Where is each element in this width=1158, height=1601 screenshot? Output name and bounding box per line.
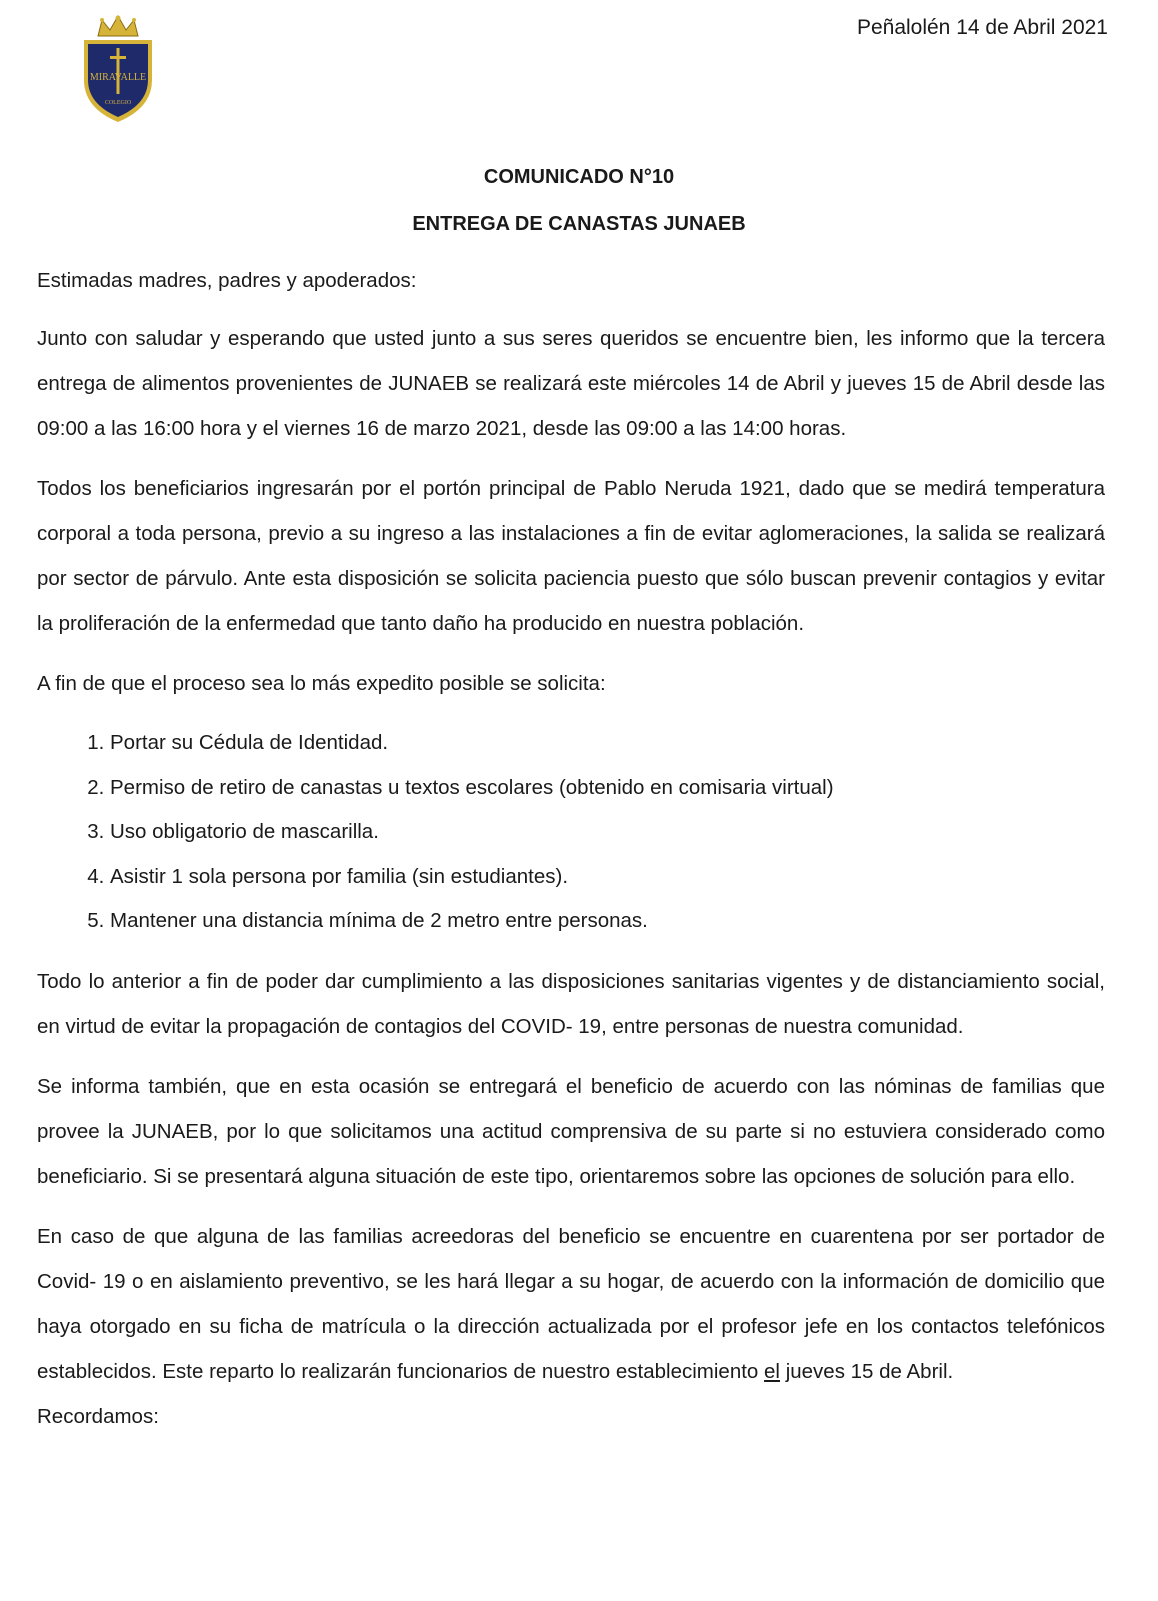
letter-date: Peñalolén 14 de Abril 2021 (856, 16, 1108, 39)
list-item: 2. Permiso de retiro de canastas u textos escolares (obtenido en comisaria virtual) (110, 766, 1105, 811)
requirements-list (37, 721, 1105, 944)
underlined-word: el (764, 1359, 780, 1383)
document-title: COMUNICADO N°10 (483, 166, 675, 188)
list-item: 4. Asistir 1 sola persona por familia (sin estudiantes). (110, 855, 1105, 900)
crest-subtext: COLEGIO (104, 100, 132, 106)
paragraph-quarantine (37, 1214, 1105, 1394)
closing-line: Recordamos: (37, 1404, 159, 1428)
quarantine-text-end: jueves 15 de Abril. (780, 1359, 954, 1383)
list-intro: A fin de que el proceso sea lo más expedito posible se solicita: (37, 672, 606, 695)
letter-body (37, 258, 1105, 1439)
paragraph-delivery-dates: Junto con saludar y esperando que usted junto a sus seres queridos se encuentre bien, les informo que la tercera entrega de alimentos provenientes de JUNAEB se realizará este miércoles 14 de Abril y jueves 15 de Abril desde las 09:00 a las 16:00 hora y el viernes 16 de marzo 2021, desde las 09:00 a las 14:00 horas. (37, 327, 1105, 440)
list-item: 5. Mantener una distancia mínima de 2 metro entre personas. (110, 899, 1105, 944)
paragraph-sanitary: Todo lo anterior a fin de poder dar cumplimiento a las disposiciones sanitarias vigentes y de distanciamiento social, en virtud de evitar la propagación de contagios del COVID- 19, entre personas de nuestra comunidad. (37, 969, 1105, 1038)
greeting: Estimadas madres, padres y apoderados: (37, 269, 417, 292)
school-crest-icon (78, 14, 158, 126)
document-subtitle: ENTREGA DE CANASTAS JUNAEB (412, 213, 746, 235)
quarantine-text: En caso de que alguna de las familias acreedoras del beneficio se encuentre en cuarentena por ser portador de Covid- 19 o en aislamiento preventivo, se les hará llegar a su hogar, de acuerdo con la información de domicilio que haya otorgado en su ficha de matrícula o la dirección actualizada por el profesor jefe en los contactos telefónicos establecidos. Este reparto lo realizarán funcionarios de nuestro establecimiento (37, 1224, 1105, 1383)
list-item: 1. Portar su Cédula de Identidad. (110, 721, 1105, 766)
crest-name-text: MIRAVALLE (89, 72, 147, 83)
paragraph-beneficiaries: Se informa también, que en esta ocasión se entregará el beneficio de acuerdo con las nóminas de familias que provee la JUNAEB, por lo que solicitamos una actitud comprensiva de su parte si no estuviera considerado como beneficiario. Si se presentará alguna situación de este tipo, orientaremos sobre las opciones de solución para ello. (37, 1074, 1105, 1188)
paragraph-entrance-info: Todos los beneficiarios ingresarán por el portón principal de Pablo Neruda 1921, dado que se medirá temperatura corporal a toda persona, previo a su ingreso a las instalaciones a fin de evitar aglomeraciones, la salida se realizará por sector de párvulo. Ante esta disposición se solicita paciencia puesto que sólo buscan prevenir contagios y evitar la proliferación de la enfermedad que tanto daño ha producido en nuestra población. (37, 477, 1105, 635)
list-item: 3. Uso obligatorio de mascarilla. (110, 810, 1105, 855)
